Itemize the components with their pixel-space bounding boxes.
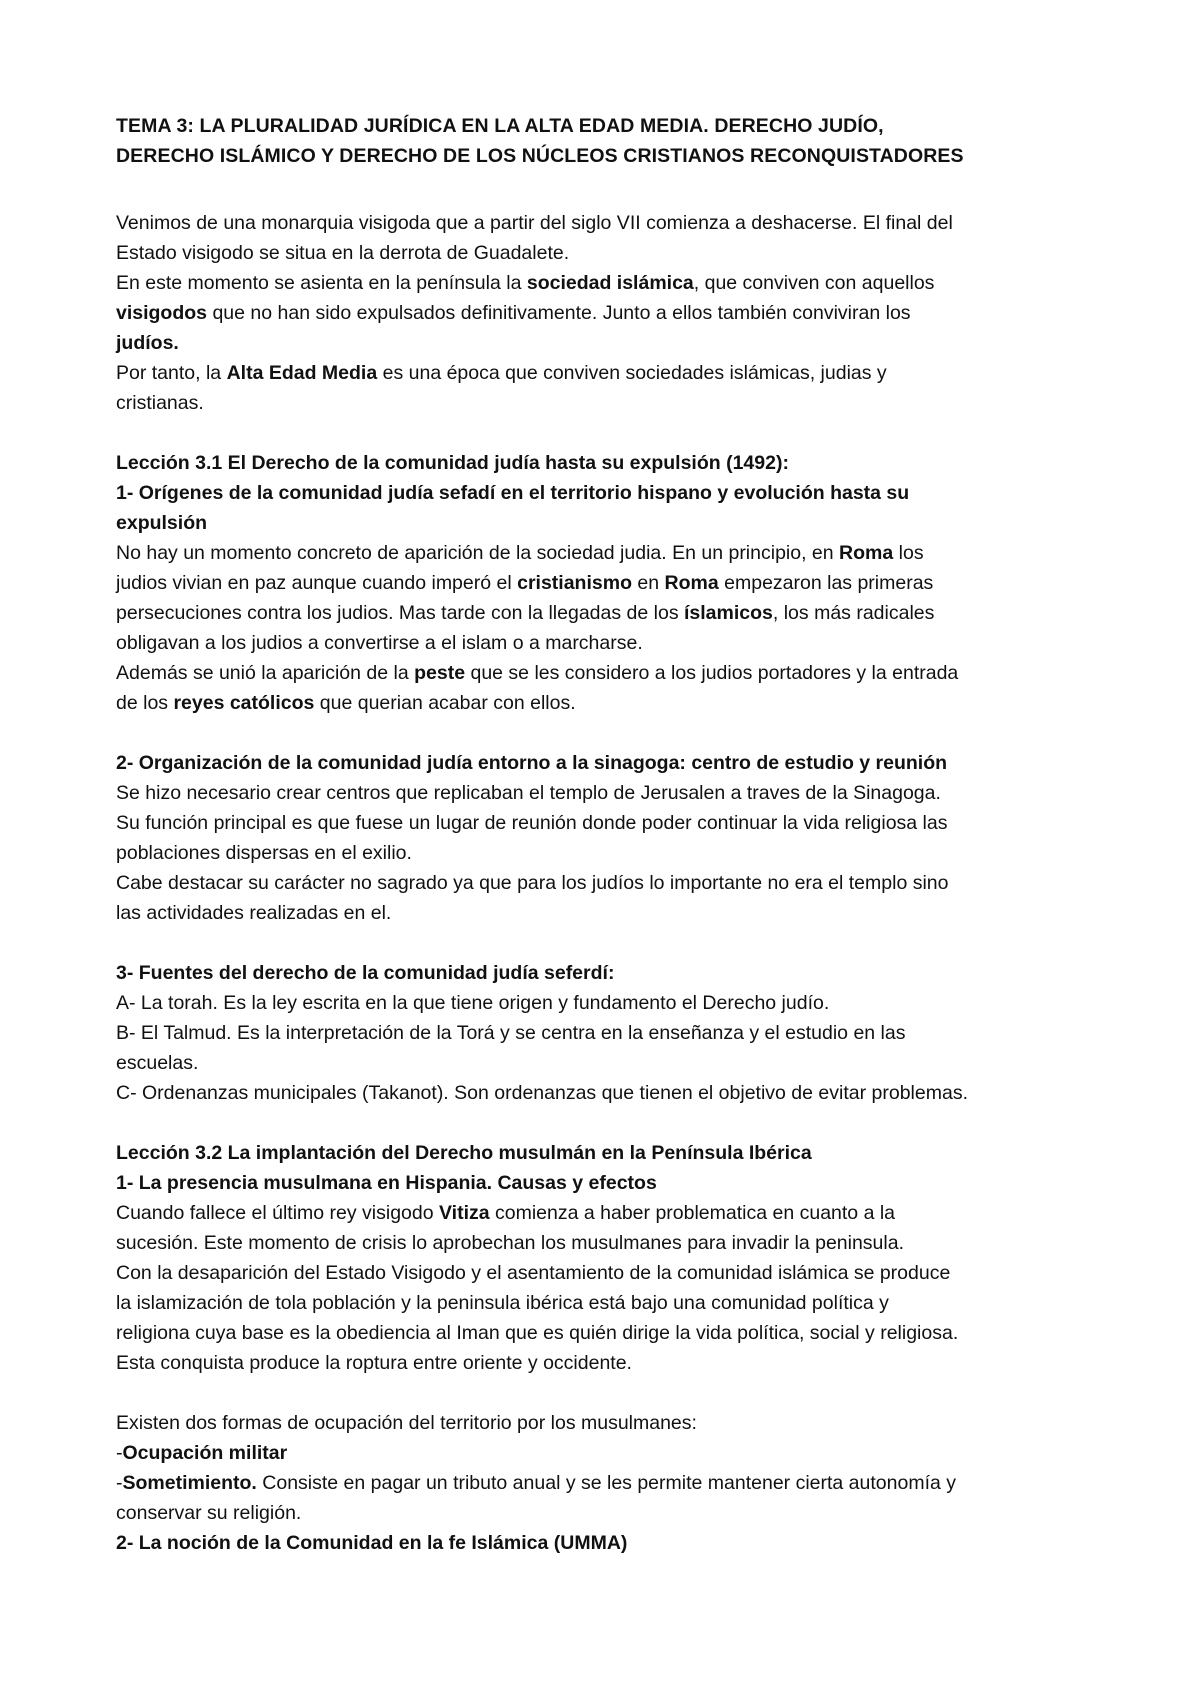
document-title bbox=[116, 111, 1116, 171]
bold-term: visigodos bbox=[116, 302, 208, 324]
heading-text: 3- Fuentes del derecho de la comunidad judía seferdí: bbox=[116, 962, 615, 984]
heading-text: 2- Organización de la comunidad judía entorno a la sinagoga: centro de estudio y reunión bbox=[116, 752, 948, 774]
text-span: No hay un momento concreto de aparición de la sociedad judia. En un principio, en bbox=[116, 542, 840, 564]
heading-text: Lección 3.1 El Derecho de la comunidad judía hasta su expulsión (1492): bbox=[116, 452, 789, 474]
list-item: A- La torah. Es la ley escrita en la que tiene origen y fundamento el Derecho judío. bbox=[116, 992, 830, 1014]
heading-text: 1- Orígenes de la comunidad judía sefadí en el territorio hispano y evolución hasta su bbox=[116, 482, 910, 504]
paragraph-line bbox=[116, 658, 1116, 688]
text-span: En este momento se asienta en la península la bbox=[116, 272, 527, 294]
section-heading bbox=[116, 508, 1116, 538]
text-span: , los más radicales bbox=[772, 602, 935, 624]
bold-term: Vitiza bbox=[439, 1202, 490, 1224]
text-span: - bbox=[116, 1472, 123, 1494]
bold-term: peste bbox=[414, 662, 466, 684]
paragraph-gap bbox=[116, 718, 1116, 748]
lesson-heading bbox=[116, 448, 1116, 478]
paragraph-gap bbox=[116, 1108, 1116, 1138]
heading-text: Lección 3.2 La implantación del Derecho musulmán en la Península Ibérica bbox=[116, 1142, 812, 1164]
section-heading bbox=[116, 748, 1116, 778]
paragraph-line bbox=[116, 688, 1116, 718]
paragraph-gap bbox=[116, 418, 1116, 448]
text-span: Cuando fallece el último rey visigodo bbox=[116, 1202, 440, 1224]
list-item: B- El Talmud. Es la interpretación de la Torá y se centra en la enseñanza y el estudio en las bbox=[116, 1022, 906, 1044]
title-line: DERECHO ISLÁMICO Y DERECHO DE LOS NÚCLEOS CRISTIANOS RECONQUISTADORES bbox=[116, 145, 964, 167]
paragraph-line bbox=[116, 538, 1116, 568]
paragraph-line: la islamización de tola población y la peninsula ibérica está bajo una comunidad política y bbox=[116, 1292, 889, 1314]
paragraph-line: religiona cuya base es la obediencia al Iman que es quién dirige la vida política, social y religiosa. bbox=[116, 1322, 959, 1344]
section-heading bbox=[116, 958, 1116, 988]
bold-term: Ocupación militar bbox=[122, 1442, 288, 1464]
heading-text: 2- La noción de la Comunidad en la fe Islámica (UMMA) bbox=[116, 1532, 628, 1554]
bold-term: íslamicos bbox=[684, 602, 773, 624]
bold-term: reyes católicos bbox=[173, 692, 315, 714]
paragraph-line: Existen dos formas de ocupación del territorio por los musulmanes: bbox=[116, 1412, 697, 1434]
paragraph-line: cristianas. bbox=[116, 392, 204, 414]
text-span: empezaron las primeras bbox=[718, 572, 934, 594]
paragraph-gap bbox=[116, 928, 1116, 958]
list-item bbox=[116, 1468, 1116, 1498]
bold-term: Alta Edad Media bbox=[226, 362, 378, 384]
section-heading bbox=[116, 1168, 1116, 1198]
bold-term: judíos. bbox=[116, 332, 179, 354]
paragraph-line: Venimos de una monarquia visigoda que a partir del siglo VII comienza a deshacerse. El final del bbox=[116, 212, 953, 234]
intro-paragraph bbox=[116, 208, 1116, 418]
text-span: , que conviven con aquellos bbox=[693, 272, 935, 294]
text-span: - bbox=[116, 1442, 123, 1464]
paragraph-line bbox=[116, 328, 1116, 358]
bold-term: Roma bbox=[839, 542, 894, 564]
paragraph-line: Esta conquista produce la roptura entre oriente y occidente. bbox=[116, 1352, 632, 1374]
text-span: judios vivian en paz aunque cuando imperó el bbox=[116, 572, 518, 594]
text-span: es una época que conviven sociedades islámicas, judias y bbox=[377, 362, 887, 384]
text-span: los bbox=[893, 542, 924, 564]
text-span: que querian acabar con ellos. bbox=[314, 692, 576, 714]
paragraph-line: sucesión. Este momento de crisis lo aprobechan los musulmanes para invadir la peninsula. bbox=[116, 1232, 904, 1254]
text-span: de los bbox=[116, 692, 174, 714]
paragraph-line: conservar su religión. bbox=[116, 1502, 302, 1524]
paragraph-line bbox=[116, 358, 1116, 388]
paragraph-line: Su función principal es que fuese un lugar de reunión donde poder continuar la vida religiosa las bbox=[116, 812, 948, 834]
paragraph-line: Con la desaparición del Estado Visigodo y el asentamiento de la comunidad islámica se produce bbox=[116, 1262, 951, 1284]
bold-term: sociedad islámica bbox=[526, 272, 694, 294]
text-span: Además se unió la aparición de la bbox=[116, 662, 415, 684]
paragraph-line: poblaciones dispersas en el exilio. bbox=[116, 842, 412, 864]
paragraph-gap bbox=[116, 1378, 1116, 1408]
text-span: en bbox=[632, 572, 665, 594]
paragraph-line: Estado visigodo se situa en la derrota de Guadalete. bbox=[116, 242, 570, 264]
heading-text: 1- La presencia musulmana en Hispania. Causas y efectos bbox=[116, 1172, 657, 1194]
list-item: C- Ordenanzas municipales (Takanot). Son ordenanzas que tienen el objetivo de evitar problemas. bbox=[116, 1082, 968, 1104]
bold-term: Sometimiento. bbox=[122, 1472, 257, 1494]
title-line: TEMA 3: LA PLURALIDAD JURÍDICA EN LA ALTA EDAD MEDIA. DERECHO JUDÍO, bbox=[116, 115, 884, 137]
paragraph-line bbox=[116, 1198, 1116, 1228]
text-span: Consiste en pagar un tributo anual y se les permite mantener cierta autonomía y bbox=[256, 1472, 956, 1494]
text-span: persecuciones contra los judios. Mas tarde con la llegadas de los bbox=[116, 602, 684, 624]
paragraph-line: Cabe destacar su carácter no sagrado ya que para los judíos lo importante no era el templo sino bbox=[116, 872, 949, 894]
text-span: que no han sido expulsados definitivamente. Junto a ellos también conviviran los bbox=[207, 302, 911, 324]
paragraph-line bbox=[116, 268, 1116, 298]
paragraph-line: obligavan a los judios a convertirse a el islam o a marcharse. bbox=[116, 632, 643, 654]
paragraph-line bbox=[116, 568, 1116, 598]
paragraph-line bbox=[116, 298, 1116, 328]
paragraph-line: Se hizo necesario crear centros que replicaban el templo de Jerusalen a traves de la Sinagoga. bbox=[116, 782, 941, 804]
section-heading bbox=[116, 1528, 1116, 1558]
list-item bbox=[116, 1438, 1116, 1468]
paragraph-line bbox=[116, 598, 1116, 628]
lesson-heading bbox=[116, 1138, 1116, 1168]
heading-text: expulsión bbox=[116, 512, 208, 534]
bold-term: Roma bbox=[664, 572, 719, 594]
text-span: comienza a haber problematica en cuanto a la bbox=[489, 1202, 896, 1224]
text-span: que se les considero a los judios portadores y la entrada bbox=[465, 662, 959, 684]
list-item: escuelas. bbox=[116, 1052, 199, 1074]
document-body bbox=[116, 208, 1116, 1558]
paragraph-line: las actividades realizadas en el. bbox=[116, 902, 392, 924]
text-span: Por tanto, la bbox=[116, 362, 227, 384]
section-heading bbox=[116, 478, 1116, 508]
bold-term: cristianismo bbox=[517, 572, 632, 594]
